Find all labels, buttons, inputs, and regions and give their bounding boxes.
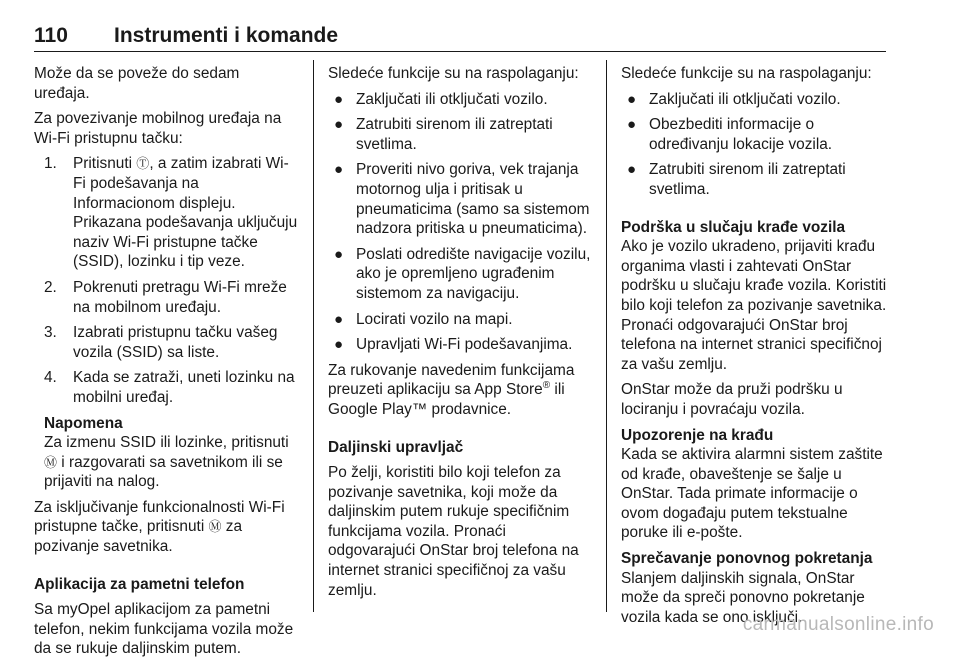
app-paragraph: Sa myOpel aplikacijom za pametni telefon, nekim funkcijama vozila može da se rukuje daljinskim putem. xyxy=(34,601,294,658)
wifi-connect-intro: Za povezivanje mobilnog uređaja na Wi-Fi pristupnu tačku: xyxy=(34,110,282,147)
bullet-icon: ● xyxy=(627,116,637,134)
step-number: 1. xyxy=(44,155,57,173)
note-title: Napomena xyxy=(44,414,123,432)
list-item: ● Zaključati ili otključati vozilo. xyxy=(627,90,841,108)
column-left xyxy=(34,64,299,665)
alarm-paragraph: Kada se aktivira alarmni sistem zaštite od krađe, obaveštenje se šalje u OnStar. Tada primate informacije o ovom događaju putem tekstualne poruke ili e-pošte. xyxy=(621,446,883,542)
registered-mark: ® xyxy=(542,380,551,392)
list-item: 1. Pritisnuti Ⓣ, a zatim izabrati Wi-Fi podešavanja na Informacionom displeju. Prikazana podešavanja uključuju naziv Wi-Fi pristupne tačke (SSID), lozinku i tip veze. xyxy=(44,155,298,271)
bullet-icon: ● xyxy=(334,161,344,179)
onstar-icon: Ⓜ xyxy=(208,519,222,535)
bullet-icon: ● xyxy=(627,90,637,108)
list-item: 3. Izabrati pristupnu tačku vašeg vozila (SSID) sa liste. xyxy=(44,324,278,361)
theft-paragraph: Ako je vozilo ukradeno, prijaviti krađu organima vlasti i zahtevati OnStar podršku u slučaju krađe vozila. Koristiti bilo koji telefon za pozivanje savetnika. Pronaći odgovarajući OnStar broj telefona na internet stranici specifičnoj za vašu zemlju. xyxy=(621,238,887,373)
list-item: 2. Pokrenuti pretragu Wi-Fi mreže na mobilnom uređaju. xyxy=(44,278,287,316)
theft-paragraph-2: OnStar može da pruži podršku u lociranju i povraćaju vozila. xyxy=(621,381,843,418)
bullet-icon: ● xyxy=(334,245,344,263)
list-item: ● Zaključati ili otključati vozilo. xyxy=(334,90,548,108)
note-box: Napomena Za izmenu SSID ili lozinke, pritisnuti Ⓜ i razgovarati sa savetnikom ili se prijaviti na nalog. xyxy=(44,414,299,492)
chapter-title: Instrumenti i komande xyxy=(114,24,339,47)
section-heading: Daljinski upravljač xyxy=(328,438,464,456)
section-heading: Aplikacija za pametni telefon xyxy=(34,575,245,593)
bullet-icon: ● xyxy=(627,161,637,179)
bullet-icon: ● xyxy=(334,116,344,134)
column-middle xyxy=(328,64,596,606)
functions-intro: Sledeće funkcije su na raspolaganju: xyxy=(621,65,872,82)
step-number: 4. xyxy=(44,369,57,387)
section-heading: Sprečavanje ponovnog pokretanja xyxy=(621,550,873,568)
list-item: ● Proveriti nivo goriva, vek trajanja motornog ulja i pritisak u pneumaticima (samo sa sistemom nadzora pritiska u pneumaticima). xyxy=(334,161,590,238)
remote-paragraph: Po želji, koristiti bilo koji telefon za pozivanje savetnika, koji može da daljinskim putem rukuje specifičnim funkcijama vozila. Pronaći odgovarajući OnStar broj telefona na internet stranici specifičnoj za vašu zemlju. xyxy=(328,464,579,599)
section-heading: Podrška u slučaju krađe vozila xyxy=(621,218,846,236)
telephone-icon: Ⓣ xyxy=(136,156,150,172)
functions-list xyxy=(621,90,893,200)
list-item: ● Upravljati Wi-Fi podešavanjima. xyxy=(334,336,573,354)
apps-paragraph: Za rukovanje navedenim funkcijama preuzeti aplikaciju sa App Store® ili Google Play™ prodavnice. xyxy=(328,361,575,418)
intro-paragraph: Može da se poveže do sedam uređaja. xyxy=(34,65,240,102)
column-divider-right xyxy=(606,60,607,612)
bullet-icon: ● xyxy=(334,90,344,108)
page-header xyxy=(34,20,886,52)
bullet-icon: ● xyxy=(334,310,344,328)
restart-paragraph: Slanjem daljinskih signala, OnStar može da spreči ponovno pokretanje vozila kada se ono isključi. xyxy=(621,569,865,626)
list-item: 4. Kada se zatraži, uneti lozinku na mobilni uređaj. xyxy=(44,369,295,406)
watermark: carmanualsonline.info xyxy=(742,614,934,635)
onstar-icon: Ⓜ xyxy=(44,454,58,470)
column-right xyxy=(621,64,893,633)
bullet-icon: ● xyxy=(334,336,344,354)
list-item: ● Obezbediti informacije o određivanju lokacije vozila. xyxy=(627,116,833,153)
column-divider-left xyxy=(313,60,314,612)
wifi-off-paragraph: Za isključivanje funkcionalnosti Wi-Fi pristupne tačke, pritisnuti Ⓜ za pozivanje savetnika. xyxy=(34,498,285,556)
functions-list xyxy=(328,90,596,355)
section-heading: Upozorenje na krađu xyxy=(621,426,774,444)
list-item: ● Zatrubiti sirenom ili zatreptati svetlima. xyxy=(627,161,846,198)
list-item: ● Poslati odredište navigacije vozilu, ako je opremljeno ugrađenim sistemom za navigaciju. xyxy=(334,245,591,302)
wifi-steps-list xyxy=(34,154,299,407)
step-number: 3. xyxy=(44,324,57,342)
functions-intro: Sledeće funkcije su na raspolaganju: xyxy=(328,65,579,82)
page-number: 110 xyxy=(34,24,68,47)
list-item: ● Locirati vozilo na mapi. xyxy=(334,310,513,328)
list-item: ● Zatrubiti sirenom ili zatreptati svetlima. xyxy=(334,116,553,153)
step-number: 2. xyxy=(44,278,57,296)
